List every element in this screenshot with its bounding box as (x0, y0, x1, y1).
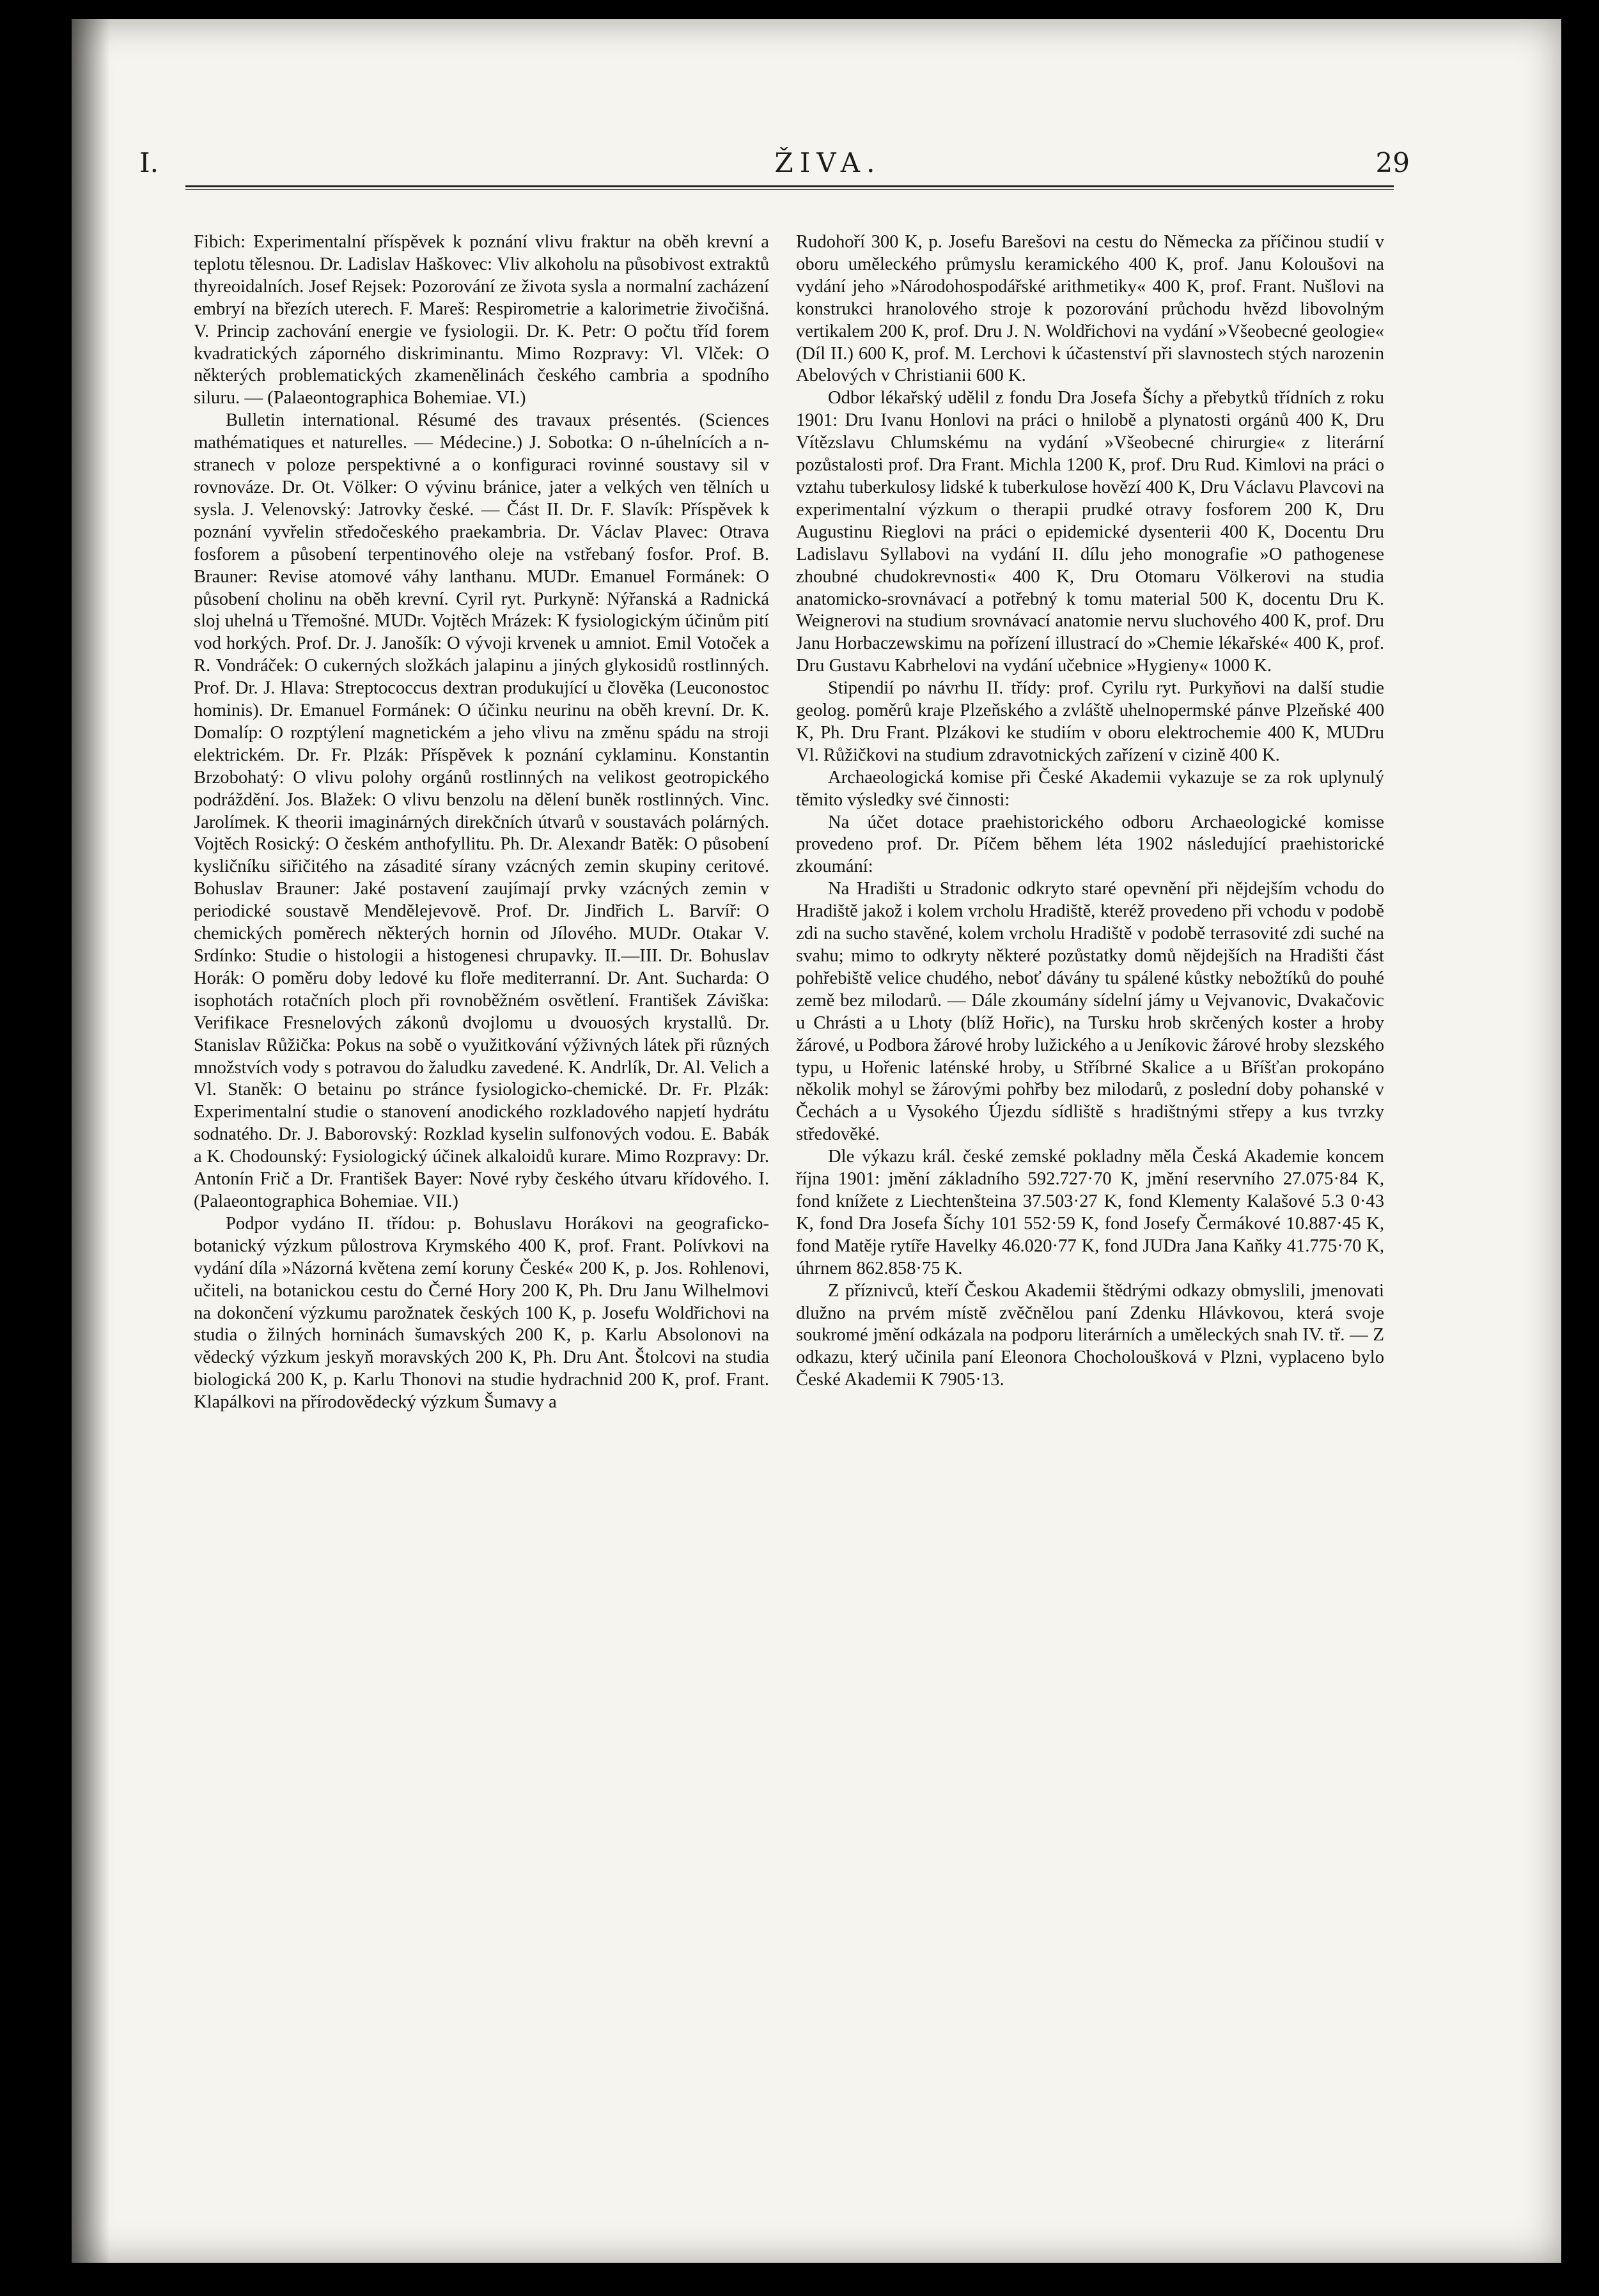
paragraph-bulletin: Bulletin international. Résumé des travaux présentés. (Sciences mathématiques et naturelles. — Médecine.) J. Sobotka: O n-úhelnících a n-stranech v poloze perspektivné a o konfiguraci rovinné soustavy sil v rovnováze. Dr. Ot. Völker: O vývinu bránice, jater a velkých ven tělních u sysla. J. Velenovský: Jatrovky české. — Část II. Dr. F. Slavík: Příspěvek k poznání vyvřelin středočeského praekambria. Dr. Václav Plavec: Otrava fosforem a působení terpentinového oleje na vstřebaný fosfor. Prof. B. Brauner: Revise atomové váhy lanthanu. MUDr. Emanuel Formánek: O působení cholinu na oběh krevní. Cyril ryt. Purkyně: Nýřanská a Radnická sloj uhelná u Třemošné. MUDr. Vojtěch Mrázek: K fysiologickým účinům pití vod horkých. Prof. Dr. J. Janošík: O vývoji krvenek u amniot. Emil Votoček a R. Vondráček: O cukerných složkách jalapinu a jiných glykosidů rostlinných. Prof. Dr. J. Hlava: Streptococcus dextran produkující u člověka (Leuconostoc hominis). Dr. Emanuel Formánek: O účinku neurinu na oběh krevní. Dr. K. Domalíp: O rozptýlení magnetickém a jeho vlivu na změnu spádu na stroji elektrickém. Dr. Fr. Plzák: Příspěvek k poznání cyklaminu. Konstantin Brzobohatý: O vlivu polohy orgánů rostlinných na velikost geotropického podráždění. Jos. Blažek: O vlivu benzolu na dělení buněk rostlinných. Vinc. Jarolímek. K theorii imaginárných direkčních útvarů v soustavách polárných. Vojtěch Rosický: O českém anthofyllitu. Ph. Dr. Alexandr Batěk: O působení kysličníku siřičitého na zásadité sírany vzácných zemin skupiny ceritové. Bohuslav Brauner: Jaké postavení zaujímají prvky vzácných zemin v periodické soustavě Mendělejevově. Prof. Dr. Jindřich L. Barvíř: O chemických poměrech některých hornin od Jílového. MUDr. Otakar V. Srdínko: Studie o histologii a histogenesi chrupavky. II.—III. Dr. Bohuslav Horák: O poměru doby ledové ku floře mediterranní. Dr. Ant. Sucharda: O isophotách rotačních ploch při rovnoběžném osvětlení. František Záviška: Verifikace Fresnelových zákonů dvojlomu u dvouosých krystallů. Dr. Stanislav Růžička: Pokus na sobě o využitkování výživných látek při různých množstvích vody s potravou do žaludku zavedené. K. Andrlík, Dr. Al. Velich a Vl. Staněk: O betainu po stránce fysiologicko-chemické. Dr. Fr. Plzák: Experimentalní studie o stanovení anodického rozkladového napjetí hydrátu sodnatého. Dr. J. Baborovský: Rozklad kyselin sulfonových vodou. E. Babák a K. Chodounský: Fysiologický účinek alkaloidů kurare. Mimo Rozpravy: Dr. Antonín Frič a Dr. František Bayer: Nové ryby českého útvaru křídového. I. (Palaeontographica Bohemiae. VII.) (194, 410, 769, 1211)
header-rule (185, 185, 1394, 190)
header-volume-number: I. (139, 147, 159, 178)
paragraph-treasury-report: Dle výkazu král. české zemské pokladny měla Česká Akademie koncem října 1901: jmění základního 592.727·70 K, jmění reservního 27.075·84 K, fond knížete z Liechtenšteina 37.503·27 K, fond Klementy Kalašové 5.3 0·43 K, fond Dra Josefa Šíchy 101 552·59 K, fond Josefy Čermákové 10.887·45 K, fond Matěje rytíře Havelky 46.020·77 K, fond JUDra Jana Kaňky 41.775·70 K, úhrnem 862.858·75 K. (796, 1147, 1384, 1278)
paragraph-archaeological-commission: Archaeologická komise při České Akademii vykazuje se za rok uplynulý těmito výsledky své činnosti: (796, 767, 1384, 810)
left-column (194, 231, 769, 1414)
paragraph-proceedings-list: Fibich: Experimentalní příspěvek k poznání vlivu fraktur na oběh krevní a teplotu tělesnou. Dr. Ladislav Haškovec: Vliv alkoholu na působivost extraktů thyreoidalních. Josef Rejsek: Pozorování ze života sysla a normalní zacházení embryí na březích uterech. F. Mareš: Respirometrie a kalorimetrie živočišná. V. Princip zachování energie ve fysiologii. Dr. K. Petr: O počtu tříd forem kvadratických záporného diskriminantu. Mimo Rozpravy: Vl. Vlček: O některých problematických zkamenělinách českého cambria a spodního siluru. — (Palaeontographica Bohemiae. VI.) (194, 232, 769, 408)
binding-shadow (72, 19, 110, 2263)
paragraph-excavations: Na Hradišti u Stradonic odkryto staré opevnění při nějdejším vchodu do Hradiště jakož i kolem vrcholu Hradiště, kteréž provedeno při vchodu v podobě zdi na sucho stavěné, kolem vrcholu Hradiště v podobě terrasovité zdi suché na svahu; mimo to odkryty některé pozůstatky domů nějdejších na Hradišti část pohřebiště velice chudého, neboť dávány tu spálené kůstky nebožtíků do pouhé země bez milodarů. — Dále zkoumány sídelní jámy u Vejvanovic, Dvakačovic u Chrásti a u Lhoty (blíž Hořic), na Tursku hrob skrčených koster a hroby žárové, u Podbora žárové hroby lužického a u Jeníkovic žárové hroby slezského typu, u Hořenic laténské hroby, u Stříbrné Skalice a u Bříšťan prokopáno několik mohyl se žárovými pohřby bez milodarů, z poslední doby pohanské v Čechách a u Vysokého Újezdu sídliště s hradištnými střepy a kus tvrzky středověké. (796, 879, 1384, 1145)
paragraph-grants-continued: Rudohoří 300 K, p. Josefu Barešovi na cestu do Německa za příčinou studií v oboru uměleckého průmyslu keramického 400 K, prof. Janu Koloušovi na vydání jeho »Národohospodářské arithmetiky« 400 K, prof. Frant. Nušlovi na konstrukci hranolového stroje k pozorování průchodu hvězd libovolným vertikalem 200 K, prof. Dru J. N. Woldřichovi na vydání »Všeobecné geologie« (Díl II.) 600 K, prof. M. Lerchovi k účastenství při slavnostech stých narozenin Abelových v Christianii 600 K. (796, 232, 1384, 386)
header-page-number: 29 (1375, 147, 1410, 178)
paragraph-stipends: Stipendií po návrhu II. třídy: prof. Cyrilu ryt. Purkyňovi na další studie geolog. poměrů kraje Plzeňského a zvláště uhelnopermské pánve Plzeňské 400 K, Ph. Dru Frant. Plzákovi ke studiím v oboru elektrochemie 400 K, MUDru Vl. Růžičkovi na studium zdravotnických zařízení v cizině 400 K. (796, 678, 1384, 765)
paragraph-medical-section: Odbor lékařský udělil z fondu Dra Josefa Šíchy a přebytků třídních z roku 1901: Dru Ivanu Honlovi na práci o hnilobě a plynatosti orgánů 400 K, Dru Vítězslavu Chlumskému na vydání »Všeobecné chirurgie« z literární pozůstalosti prof. Dra Frant. Michla 1200 K, prof. Dru Rud. Kimlovi na práci o vztahu tuberkulosy lidské k tuberkulose hovězí 400 K, Dru Václavu Plavcovi na experimentalní výzkum o therapii prudké otravy fosforem 200 K, Dru Augustinu Rieglovi na práci o epidemické dysenterii 400 K, Docentu Dru Ladislavu Syllabovi na vydání II. dílu jeho monografie »O pathogenese zhoubné chudokrevnosti« 400 K, Dru Otomaru Völkerovi na studia anatomicko-srovnávací a potřebný k tomu material 500 K, docentu Dru K. Weignerovi na studium srovnávací anatomie nervu sluchového 400 K, prof. Dru Janu Horbaczewskimu na pořízení illustrací do »Chemie lékařské« 400 K, prof. Dru Gustavu Kabrhelovi na vydání učebnice »Hygieny« 1000 K. (796, 388, 1384, 676)
header-journal-title: ŽIVA. (774, 147, 882, 178)
paragraph-prehistoric-section: Na účet dotace praehistorického odboru Archaeologické komisse provedeno prof. Dr. Píčem během léta 1902 následující praehistorické zkoumání: (796, 812, 1384, 877)
paragraph-grants-class-two: Podpor vydáno II. třídou: p. Bohuslavu Horákovi na geograficko-botanický výzkum půlostrova Krymského 400 K, prof. Frant. Polívkovi na vydání díla »Názorná květena zemí koruny České« 200 K, p. Jos. Rohlenovi, učiteli, na botanickou cestu do Černé Hory 200 K, Ph. Dru Janu Wilhelmovi na dokončení výzkumu parožnatek českých 100 K, p. Josefu Woldřichovi na studia o žilných horninách šumavských 200 K, p. Karlu Absolonovi na vědecký výzkum jeskyň moravských 200 K, Ph. Dru Ant. Štolcovi na studia biologická 200 K, p. Karlu Thonovi na studie hydrachnid 200 K, prof. Frant. Klapálkovi na přírodovědecký výzkum Šumavy a (194, 1213, 769, 1413)
paragraph-benefactors: Z příznivců, kteří Českou Akademii štědrými odkazy obmyslili, jmenovati dlužno na prvém místě zvěčnělou paní Zdenku Hlávkovou, která svoje soukromé jmění odkázala na podporu literárních a uměleckých snah IV. tř. — Z odkazu, který učinila paní Eleonora Chocholoušková v Plzni, vyplaceno bylo České Akademii K 7905·13. (796, 1280, 1384, 1390)
right-column (796, 231, 1384, 1392)
